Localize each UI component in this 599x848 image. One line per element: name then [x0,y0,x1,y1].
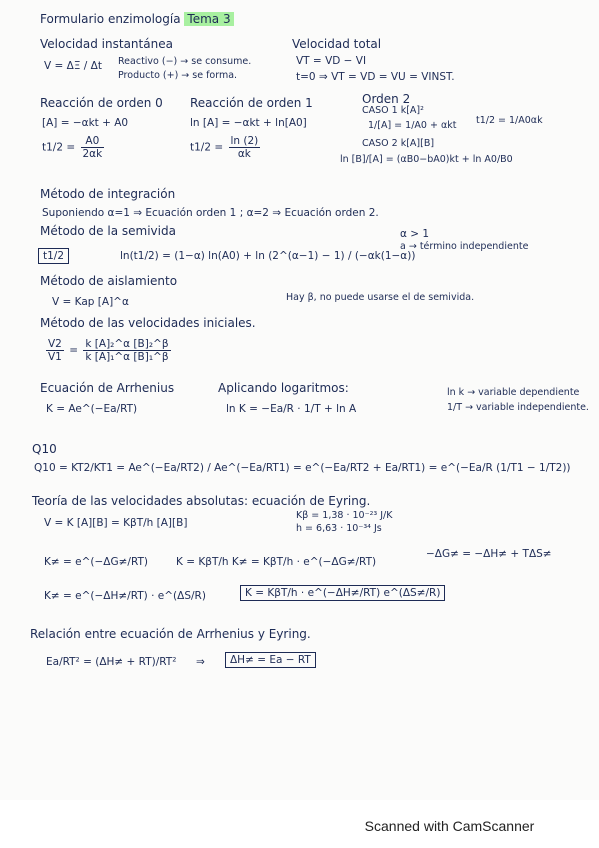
eyring-eq1: V = K [A][B] = KβT/h [A][B] [44,517,188,529]
iniciales-v2: V2 [48,338,62,350]
heading-orden0: Reacción de orden 0 [40,96,163,110]
aislamiento-note: Hay β, no puede usarse el de semivida. [286,292,475,303]
heading-integracion: Método de integración [40,187,176,201]
q10-label: Q10 [32,442,57,456]
eyring-eq3: K = KβT/h K≠ = KβT/h · e^(−ΔG≠/RT) [176,556,377,568]
semivida-eq: ln(t1/2) = (1−α) ln(A0) + ln (2^(α−1) − 1) / (−αk(1−α)) [120,250,416,262]
semivida-label: t1/2 [38,248,69,264]
heading-iniciales: Método de las velocidades iniciales. [40,316,256,330]
title-text: Formulario enzimología [40,12,181,26]
vel-total-eq1: VT = VD − VI [296,55,367,67]
integracion-line: Suponiendo α=1 ⇒ Ecuación orden 1 ; α=2 ⇒ Ecuación orden 2. [42,207,379,219]
producto-note: Producto (+) → se forma. [118,70,238,81]
reactivo-note: Reactivo (−) → se consume. [118,56,252,67]
eyring-eq4: −ΔG≠ = −ΔH≠ + TΔS≠ [426,548,552,560]
semivida-label-box [38,250,69,262]
orden0-eq2 [42,135,106,160]
iniciales-rhs-den: k [A]₁^α [B]₁^β [85,351,169,364]
orden2-caso1-t: t1/2 = 1/A0αk [476,115,543,126]
iniciales-v1: V1 [48,351,62,364]
orden0-t-half: t1/2 = [42,141,76,154]
eyring-eq5: K≠ = e^(−ΔH≠/RT) · e^(ΔS/R) [44,590,206,602]
orden0-num: A0 [81,135,105,148]
semivida-note: a → término independiente [400,241,529,252]
semivida-cond: α > 1 [400,228,430,240]
eyring-eq6: K = KβT/h · e^(−ΔH≠/RT) e^(ΔS≠/R) [240,585,445,601]
q10-eq: Q10 = KT2/KT1 = Ae^(−Ea/RT2) / Ae^(−Ea/RT1) = e^(−Ea/RT2 + Ea/RT1) = e^(−Ea/R (1/T1 − 1/T2)) [34,462,571,474]
heading-relacion: Relación entre ecuación de Arrhenius y Eyring. [30,627,311,641]
heading-aislamiento: Método de aislamiento [40,274,178,288]
eyring-h: h = 6,63 · 10⁻³⁴ Js [296,523,382,534]
heading-vel-total: Velocidad total [292,37,382,51]
arrhenius-log-eq: ln K = −Ea/R · 1/T + ln A [226,403,357,415]
orden2-caso2: CASO 2 k[A][B] [362,138,435,149]
relacion-result: ΔH≠ = Ea − RT [225,652,316,668]
camscanner-watermark [0,818,599,834]
heading-arrhenius: Ecuación de Arrhenius [40,381,175,395]
vel-inst-formula: V = ΔΞ / Δt [44,60,102,72]
orden1-eq2 [190,135,262,160]
aislamiento-eq: V = Kap [A]^α [52,296,129,308]
relacion-result-box [225,654,316,666]
vel-total-eq2: t=0 ⇒ VT = VD = VU = VINST. [296,71,455,83]
orden2-caso2-eq: ln [B]/[A] = (αB0−bA0)kt + ln A0/B0 [340,154,513,165]
orden1-num: ln (2) [230,135,259,147]
orden2-caso1: CASO 1 k[A]² [362,105,424,116]
orden1-den: αk [237,148,251,161]
page-title [40,13,234,27]
heading-orden1: Reacción de orden 1 [190,96,313,110]
iniciales-equals: = [69,344,79,357]
heading-logaritmos: Aplicando logaritmos: [218,381,349,395]
arrhenius-eq: K = Ae^(−Ea/RT) [46,403,138,415]
heading-eyring: Teoría de las velocidades absolutas: ecuación de Eyring. [32,494,371,508]
arrhenius-note1: ln k → variable dependiente [447,387,580,398]
heading-semivida: Método de la semivida [40,224,176,238]
eyring-eq6-box [240,587,445,599]
iniciales-eq [44,338,173,363]
orden0-eq1: [A] = −αkt + A0 [42,117,129,129]
relacion-arrow: ⇒ [196,656,205,668]
watermark-text: Scanned with CamScanner [364,818,535,834]
iniciales-rhs-num: k [A]₂^α [B]₂^β [85,338,169,350]
heading-vel-inst: Velocidad instantánea [40,37,173,51]
arrhenius-note2: 1/T → variable independiente. [447,402,589,413]
orden1-t-half: t1/2 = [190,141,224,154]
orden1-eq1: ln [A] = −αkt + ln[A0] [190,117,307,129]
orden2-caso1-eq: 1/[A] = 1/A0 + αkt [368,120,457,131]
relacion-eq: Ea/RT² = (ΔH≠ + RT)/RT² [46,656,177,668]
heading-orden2: Orden 2 [362,92,411,106]
eyring-eq2: K≠ = e^(−ΔG≠/RT) [44,556,149,568]
title-tag: Tema 3 [184,12,233,26]
eyring-kb: Kβ = 1,38 · 10⁻²³ J/K [296,510,393,521]
orden0-den: 2αk [82,148,103,161]
